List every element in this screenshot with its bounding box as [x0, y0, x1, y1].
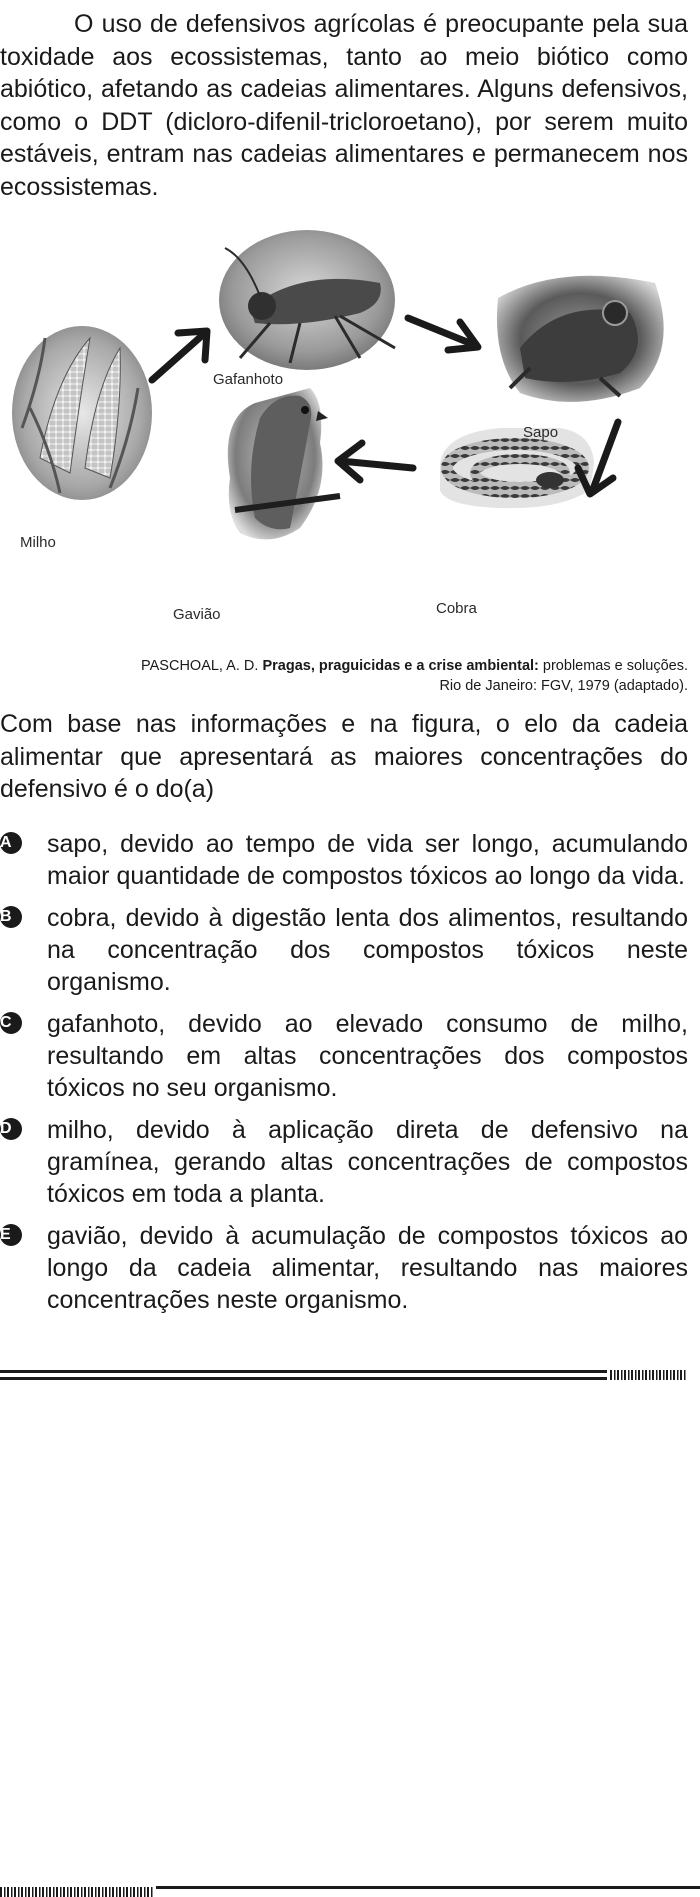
- label-gafanhoto: Gafanhoto: [213, 371, 284, 388]
- food-chain-illustration: [0, 228, 700, 658]
- option-a[interactable]: [0, 828, 688, 892]
- option-e[interactable]: [0, 1220, 688, 1316]
- citation-title: Pragas, praguicidas e a crise ambiental:: [262, 658, 539, 674]
- option-e-text: gavião, devido à acumulação de compostos tóxicos ao longo da cadeia alimentar, resultando nas maiores concentrações neste organismo.: [47, 1222, 688, 1314]
- option-c-text: gafanhoto, devido ao elevado consumo de milho, resultando em altas concentrações dos compostos tóxicos no seu organismo.: [47, 1010, 688, 1102]
- option-c[interactable]: [0, 1008, 688, 1104]
- option-e-letter-icon: E: [0, 1224, 22, 1246]
- corn-image: [12, 326, 152, 500]
- label-milho: Milho: [20, 534, 56, 551]
- toad-image: [497, 276, 664, 402]
- snake-image: [440, 428, 594, 508]
- divider-rule-bottom: [0, 1885, 700, 1897]
- arrow-gafanhoto-to-sapo: [408, 318, 478, 350]
- food-chain-figure: [0, 228, 700, 658]
- intro-paragraph: [0, 8, 688, 203]
- option-d[interactable]: [0, 1114, 688, 1210]
- option-b-letter-icon: B: [0, 906, 22, 928]
- citation-line-2: Rio de Janeiro: FGV, 1979 (adaptado).: [439, 678, 688, 694]
- citation-subtitle: problemas e soluções.: [538, 658, 688, 674]
- option-d-letter-icon: D: [0, 1118, 22, 1140]
- citation-author: PASCHOAL, A. D.: [141, 658, 263, 674]
- question-stem: Com base nas informações e na figura, o elo da cadeia alimentar que apresentará as maiores concentrações do defensivo é o do(a): [0, 710, 688, 803]
- hawk-image: [228, 388, 340, 539]
- divider-rule-top: [0, 1369, 700, 1383]
- intro-text: O uso de defensivos agrícolas é preocupante pela sua toxidade aos ecossistemas, tanto ao meio biótico como abiótico, afetando as cadeias alimentares. Alguns defensivos, como o DDT (dicloro-difenil-tricloroetano), por serem muito estáveis, entram nas cadeias alimentares e permanecem nos ecossistemas.: [0, 10, 688, 201]
- citation-line-1: [0, 657, 688, 676]
- answer-options: [0, 828, 688, 1326]
- option-a-letter-icon: A: [0, 832, 22, 854]
- option-a-text: sapo, devido ao tempo de vida ser longo, acumulando maior quantidade de compostos tóxicos ao longo da vida.: [47, 830, 688, 890]
- label-cobra: Cobra: [436, 600, 477, 617]
- label-sapo: Sapo: [523, 424, 559, 441]
- option-b[interactable]: [0, 902, 688, 998]
- option-d-text: milho, devido à aplicação direta de defensivo na gramínea, gerando altas concentrações de compostos tóxicos em toda a planta.: [47, 1116, 688, 1208]
- option-b-text: cobra, devido à digestão lenta dos alimentos, resultando na concentração dos compostos tóxicos neste organismo.: [47, 904, 688, 996]
- grasshopper-image: [219, 230, 395, 370]
- arrow-cobra-to-gaviao: [338, 443, 413, 480]
- option-c-letter-icon: C: [0, 1012, 22, 1034]
- arrow-milho-to-gafanhoto: [152, 331, 207, 380]
- label-gaviao: Gavião: [173, 606, 221, 623]
